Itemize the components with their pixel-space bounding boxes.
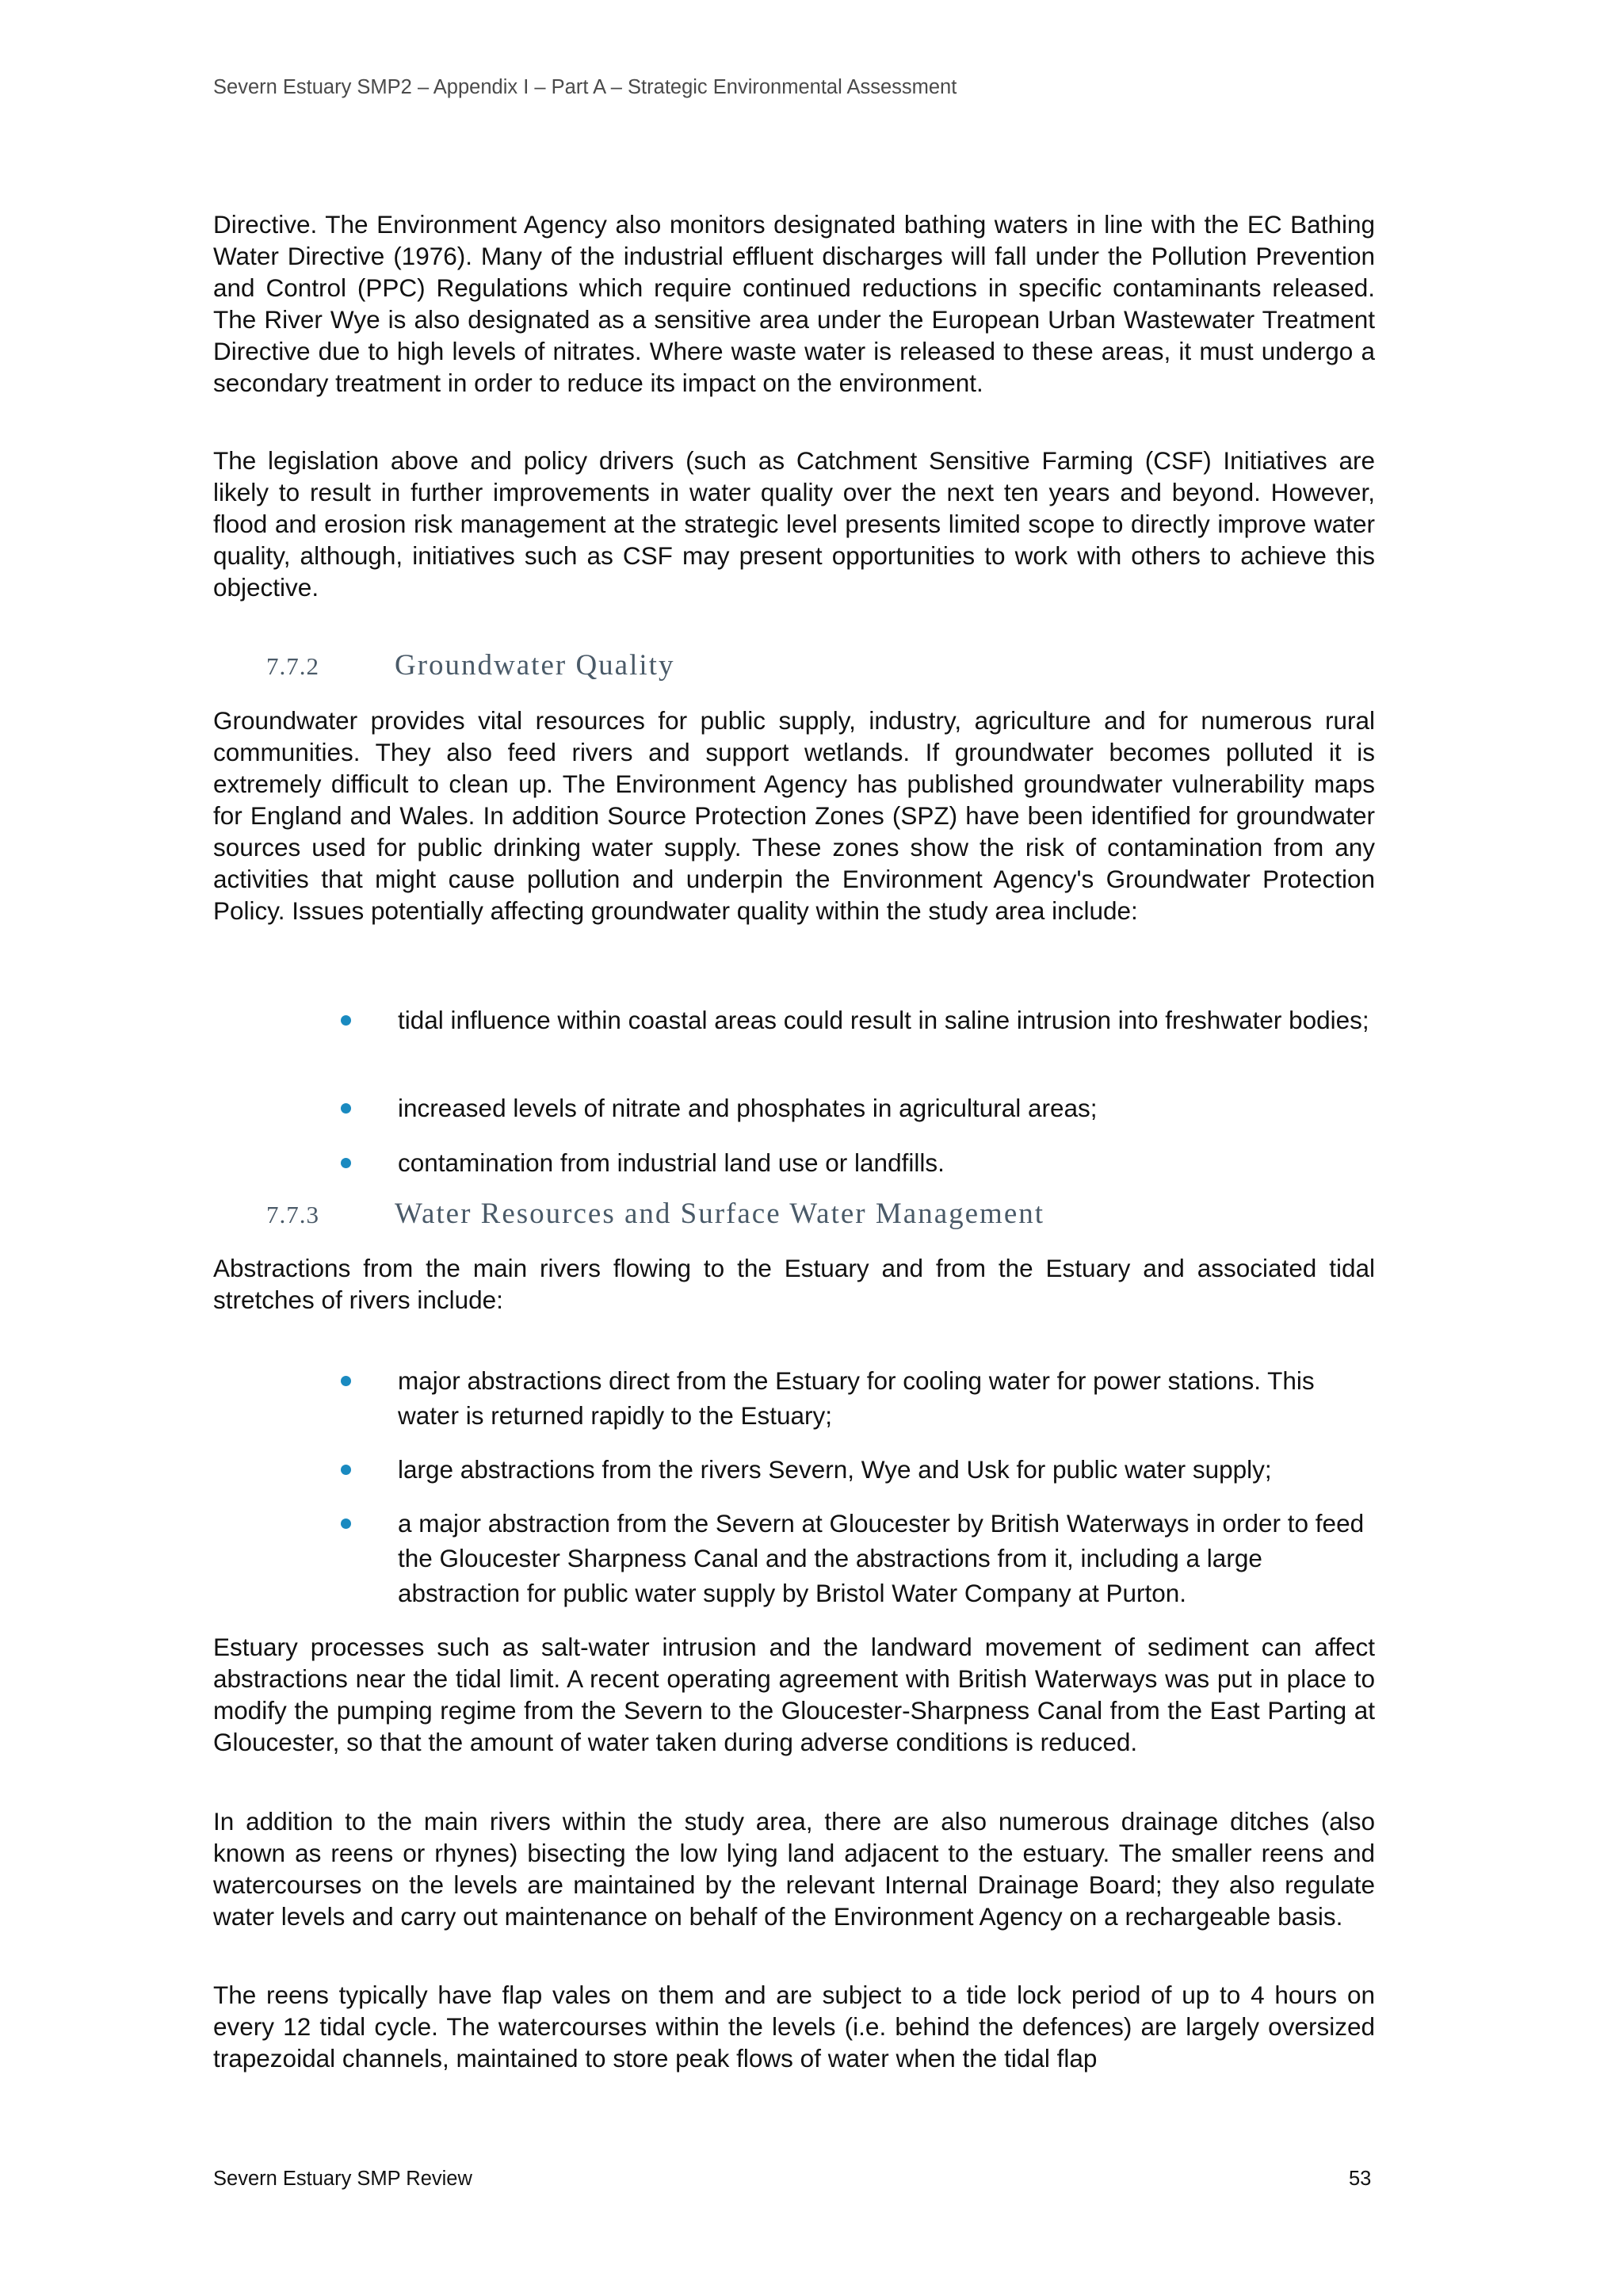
section-title: Groundwater Quality: [395, 649, 675, 682]
bullet-icon: [341, 1103, 351, 1114]
bullet-icon: [341, 1465, 351, 1475]
running-header: Severn Estuary SMP2 – Appendix I – Part A – Strategic Environmental Assessment: [213, 76, 957, 98]
list-item: contamination from industrial land use or landfills.: [338, 1145, 1376, 1180]
section-number: 7.7.2: [266, 652, 319, 680]
paragraph-groundwater-intro: Groundwater provides vital resources for public supply, industry, agriculture and for numerous rural communities. They also feed rivers and support wetlands. If groundwater becomes polluted it is extremely difficult to clean up. The Environment Agency has published groundwater vulnerability maps for England and Wales. In addition Source Protection Zones (SPZ) have been identified for groundwater sources used for public drinking water supply. These zones show the risk of contamination from any activities that might cause pollution and underpin the Environment Agency's Groundwater Protection Policy. Issues potentially affecting groundwater quality within the study area include:: [213, 706, 1375, 925]
list-item: tidal influence within coastal areas could result in saline intrusion into freshwater bodies;: [338, 1003, 1376, 1037]
section-title: Water Resources and Surface Water Management: [395, 1198, 1045, 1230]
paragraph-directive: Directive. The Environment Agency also monitors designated bathing waters in line with the EC Bathing Water Directive (1976). Many of the industrial effluent discharges will fall under the Pollution Prevention and Control (PPC) Regulations which require continued reductions in specific contaminants released. The River Wye is also designated as a sensitive area under the European Urban Wastewater Treatment Directive due to high levels of nitrates. Where waste water is released to these areas, it must undergo a secondary treatment in order to reduce its impact on the environment.: [213, 210, 1375, 397]
list-item: increased levels of nitrate and phosphates in agricultural areas;: [338, 1091, 1376, 1125]
paragraph-reens: The reens typically have flap vales on them and are subject to a tide lock period of up to 4 hours on every 12 tidal cycle. The watercourses within the levels (i.e. behind the defences) are largely oversized trapezoidal channels, maintained to store peak flows of water when the tidal flap: [213, 1981, 1375, 2073]
list-item: a major abstraction from the Severn at Gloucester by British Waterways in order to feed the Gloucester Sharpness Canal and the abstractions from it, including a large abstraction for public water supply by Bristol Water Company at Purton.: [338, 1506, 1376, 1610]
paragraph-drainage-ditches: In addition to the main rivers within the study area, there are also numerous drainage ditches (also known as reens or rhynes) bisecting the low lying land adjacent to the estuary. The smaller reens and watercourses on the levels are maintained by the relevant Internal Drainage Board; they also regulate water levels and carry out maintenance on behalf of the Environment Agency on a rechargeable basis.: [213, 1807, 1375, 1931]
list-item: major abstractions direct from the Estuary for cooling water for power stations. This water is returned rapidly to the Estuary;: [338, 1363, 1376, 1433]
page-number: 53: [1349, 2168, 1372, 2190]
paragraph-estuary-processes: Estuary processes such as salt-water intrusion and the landward movement of sediment can affect abstractions near the tidal limit. A recent operating agreement with British Waterways was put in place to modify the pumping regime from the Severn to the Gloucester-Sharpness Canal from the East Parting at Gloucester, so that the amount of water taken during adverse conditions is reduced.: [213, 1633, 1375, 1756]
footer-title: Severn Estuary SMP Review: [213, 2168, 472, 2190]
list-item: large abstractions from the rivers Severn, Wye and Usk for public water supply;: [338, 1452, 1376, 1487]
paragraph-abstractions-intro: Abstractions from the main rivers flowing to the Estuary and from the Estuary and associated tidal stretches of rivers include:: [213, 1254, 1375, 1314]
heading-groundwater-quality: [266, 648, 674, 682]
bullet-icon: [341, 1158, 351, 1168]
heading-water-resources: [266, 1197, 1044, 1231]
bullet-icon: [341, 1015, 351, 1026]
paragraph-legislation: The legislation above and policy drivers (such as Catchment Sensitive Farming (CSF) Initiatives are likely to result in further improvements in water quality over the next ten years and beyond. However, flood and erosion risk management at the strategic level presents limited scope to directly improve water quality, although, initiatives such as CSF may present opportunities to work with others to achieve this objective.: [213, 446, 1375, 602]
bullet-icon: [341, 1376, 351, 1386]
section-number: 7.7.3: [266, 1201, 319, 1228]
bullet-icon: [341, 1519, 351, 1529]
